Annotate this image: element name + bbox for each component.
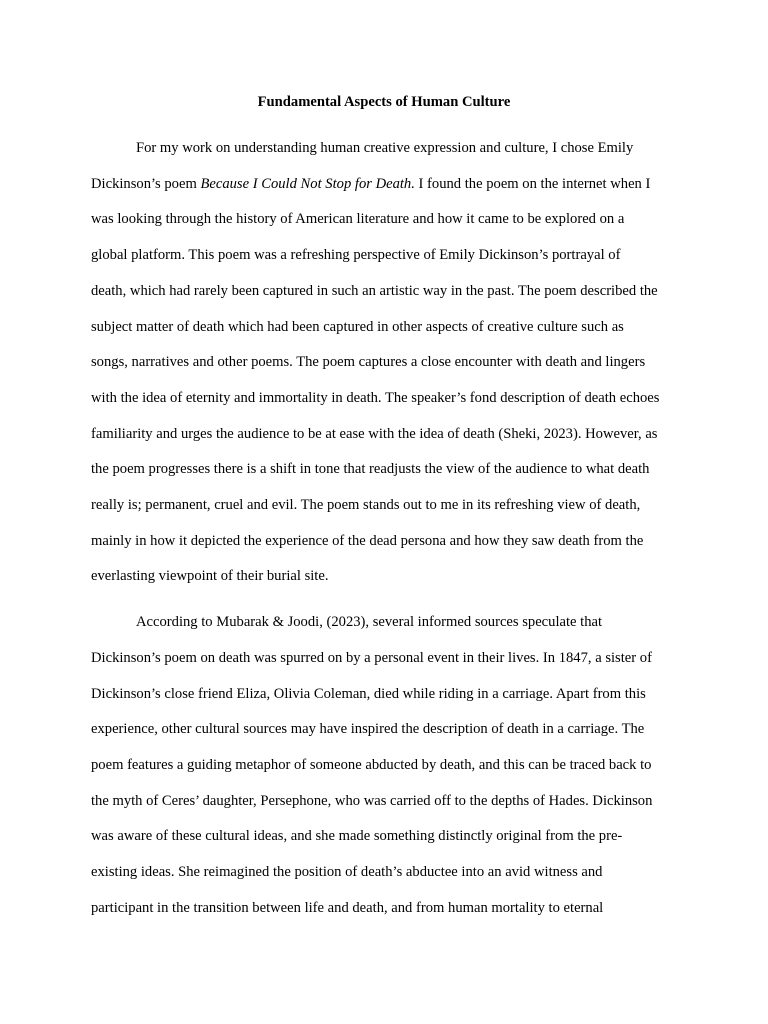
paragraph-1-line: For my work on understanding human creative expression and culture, I chose Emily [136,140,634,156]
paragraph-1-line: global platform. This poem was a refreshing perspective of Emily Dickinson’s portrayal of [91,247,621,263]
paragraph-1-line: familiarity and urges the audience to be at ease with the idea of death (Sheki, 2023). However, as [91,426,658,442]
paragraph-1-line: the poem progresses there is a shift in tone that readjusts the view of the audience to what death [91,461,650,477]
paragraph-1-line: with the idea of eternity and immortality in death. The speaker’s fond description of death echoes [91,390,660,406]
paragraph-2-line: According to Mubarak & Joodi, (2023), several informed sources speculate that [136,614,603,630]
paragraph-2-line: poem features a guiding metaphor of someone abducted by death, and this can be traced back to [91,757,652,773]
paragraph-1-line: really is; permanent, cruel and evil. The poem stands out to me in its refreshing view of death, [91,497,641,513]
paragraph-2-line: was aware of these cultural ideas, and she made something distinctly original from the pre- [91,828,623,844]
paragraph-1-line: everlasting viewpoint of their burial site. [91,568,329,584]
paragraph-1-line [91,174,650,194]
text-run: I found the poem on the internet when I [414,176,651,192]
poem-title-italic: Because I Could Not Stop for Death. [200,176,415,192]
text-run: Dickinson’s poem [91,176,201,192]
paragraph-1-line: mainly in how it depicted the experience of the dead persona and how they saw death from the [91,533,644,549]
paragraph-2-line: Dickinson’s close friend Eliza, Olivia Coleman, died while riding in a carriage. Apart from this [91,686,646,702]
paragraph-2-line: Dickinson’s poem on death was spurred on by a personal event in their lives. In 1847, a sister of [91,650,652,666]
document-title: Fundamental Aspects of Human Culture [257,94,511,110]
paragraph-2-line: experience, other cultural sources may have inspired the description of death in a carriage. The [91,721,645,737]
paragraph-2-line: the myth of Ceres’ daughter, Persephone, who was carried off to the depths of Hades. Dickinson [91,793,653,809]
paragraph-1-line: death, which had rarely been captured in such an artistic way in the past. The poem described the [91,283,658,299]
paragraph-1-line: was looking through the history of American literature and how it came to be explored on a [91,211,625,227]
paragraph-1-line: subject matter of death which had been captured in other aspects of creative culture such as [91,319,624,335]
paragraph-1-line: songs, narratives and other poems. The poem captures a close encounter with death and lingers [91,354,646,370]
paragraph-2-line: existing ideas. She reimagined the position of death’s abductee into an avid witness and [91,864,603,880]
paragraph-2-line: participant in the transition between life and death, and from human mortality to eternal [91,900,604,916]
